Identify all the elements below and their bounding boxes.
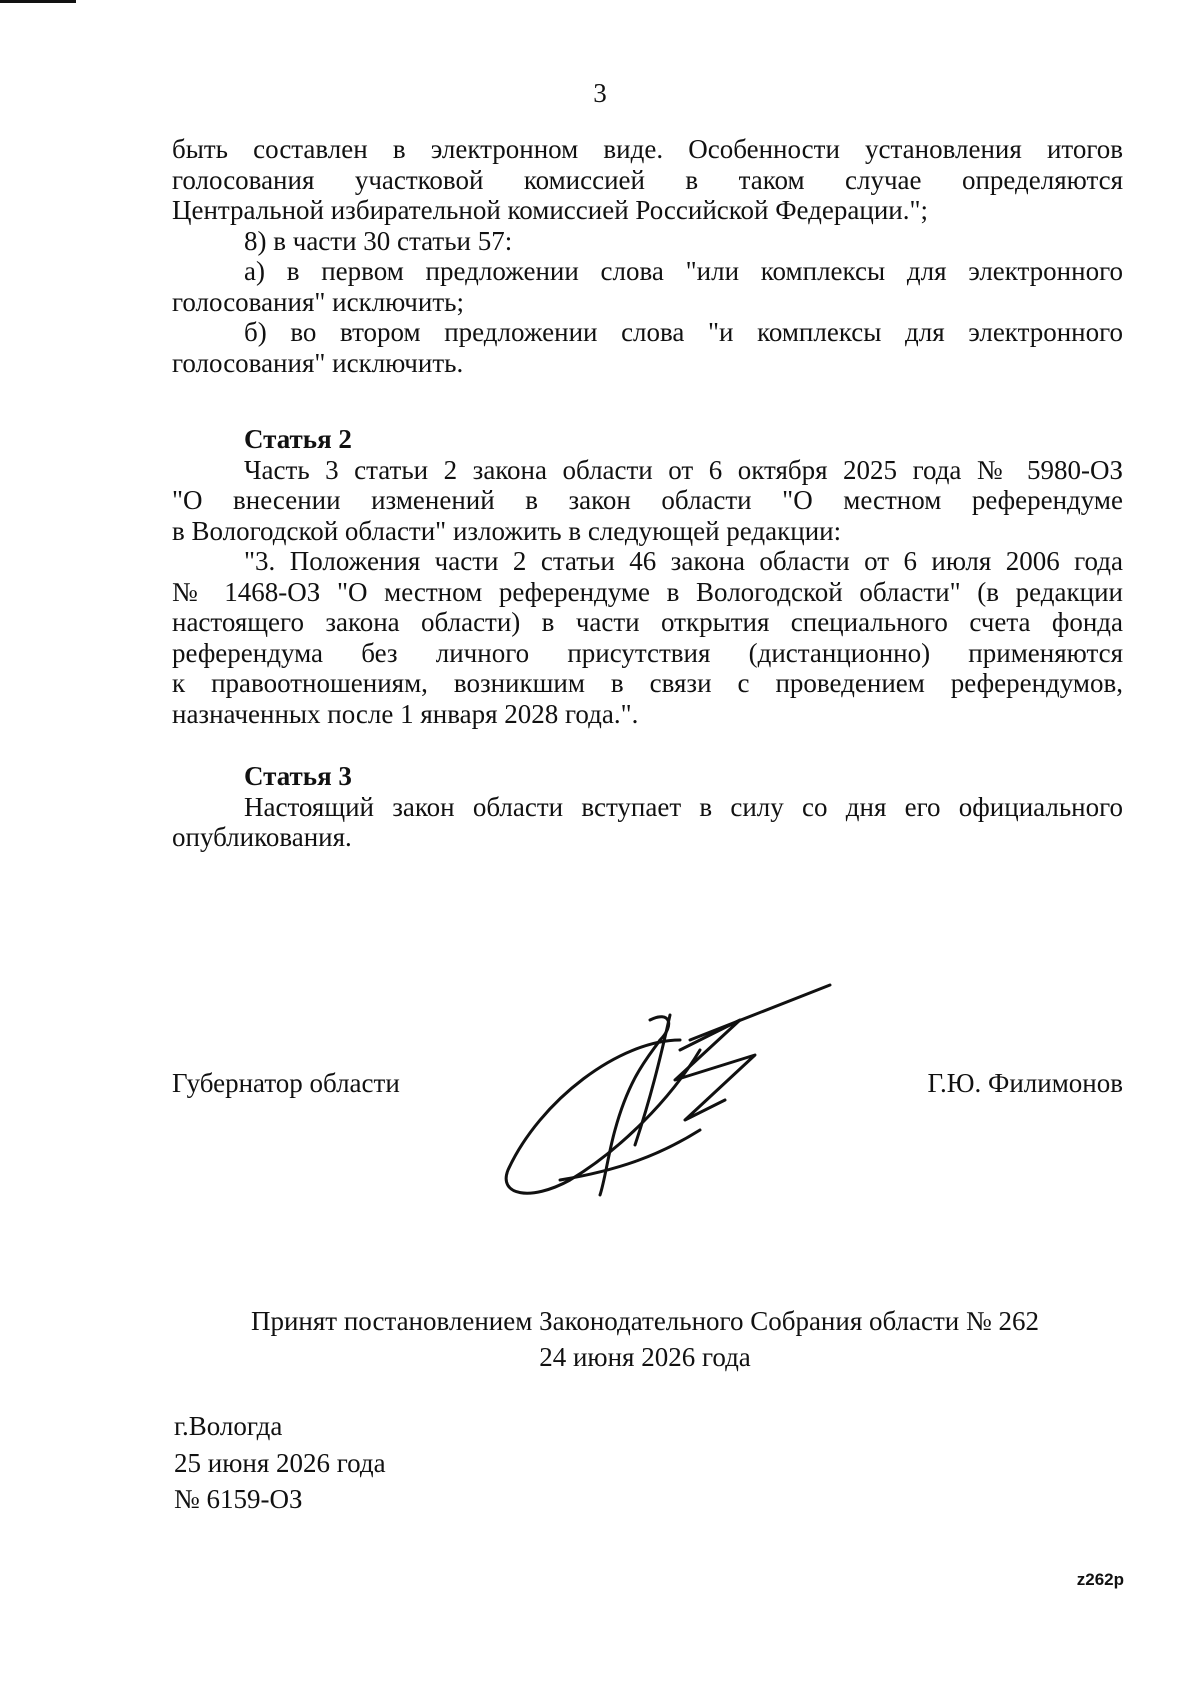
handwritten-signature xyxy=(500,980,840,1210)
text-line: быть составлен в электронном виде. Особенности установления итогов xyxy=(172,134,1123,164)
signatory-name: Г.Ю. Филимонов xyxy=(927,1068,1123,1098)
text-line: голосования" исключить. xyxy=(172,347,464,378)
city: г.Вологда xyxy=(174,1411,283,1441)
sign-date: 25 июня 2026 года xyxy=(174,1447,386,1478)
adoption-line: Принят постановлением Законодательного Собрания области № 262 xyxy=(250,1306,1040,1336)
document-body xyxy=(172,134,1123,378)
place-and-date xyxy=(174,1408,386,1518)
adoption-note xyxy=(0,1303,1200,1375)
document-code: z262p xyxy=(1076,1570,1124,1589)
text-line: № 1468-ОЗ "О местном референдуме в Вологодской области" (в редакции xyxy=(172,576,1123,607)
text-line: "О внесении изменений в закон области "О местном референдуме xyxy=(172,485,1123,515)
article-3 xyxy=(172,761,1123,853)
article-3-heading: Статья 3 xyxy=(244,761,352,791)
text-line: 8) в части 30 статьи 57: xyxy=(244,225,513,256)
text-line: настоящего закона области) в части открытия специального счета фонда xyxy=(172,607,1123,637)
text-line: "3. Положения части 2 статьи 46 закона области от 6 июля 2006 года xyxy=(244,546,1123,576)
page-number: 3 xyxy=(593,78,607,108)
article-2 xyxy=(172,424,1123,729)
article-2-heading: Статья 2 xyxy=(244,424,352,454)
law-number: № 6159-ОЗ xyxy=(174,1484,303,1514)
text-line: в Вологодской области" изложить в следующей редакции: xyxy=(172,515,842,546)
text-line: б) во втором предложении слова "и комплексы для электронного xyxy=(244,317,1123,347)
text-line: опубликования. xyxy=(172,822,352,852)
top-edge-line xyxy=(0,0,76,3)
text-line: референдума без личного присутствия (дистанционно) применяются xyxy=(172,637,1123,668)
text-line: а) в первом предложении слова "или комплексы для электронного xyxy=(244,256,1123,286)
adoption-date: 24 июня 2026 года xyxy=(539,1342,751,1372)
text-line: Настоящий закон области вступает в силу со дня его официального xyxy=(244,791,1123,822)
text-line: голосования" исключить; xyxy=(172,286,464,317)
text-line: голосования участковой комиссией в таком случае определяются xyxy=(172,164,1123,195)
text-line: Центральной избирательной комиссией Российской Федерации."; xyxy=(172,195,928,225)
text-line: Часть 3 статьи 2 закона области от 6 октября 2025 года № 5980-ОЗ xyxy=(244,454,1123,485)
text-line: назначенных после 1 января 2028 года.". xyxy=(172,698,639,729)
signatory-title: Губернатор области xyxy=(172,1068,400,1098)
text-line: к правоотношениям, возникшим в связи с проведением референдумов, xyxy=(172,668,1123,698)
